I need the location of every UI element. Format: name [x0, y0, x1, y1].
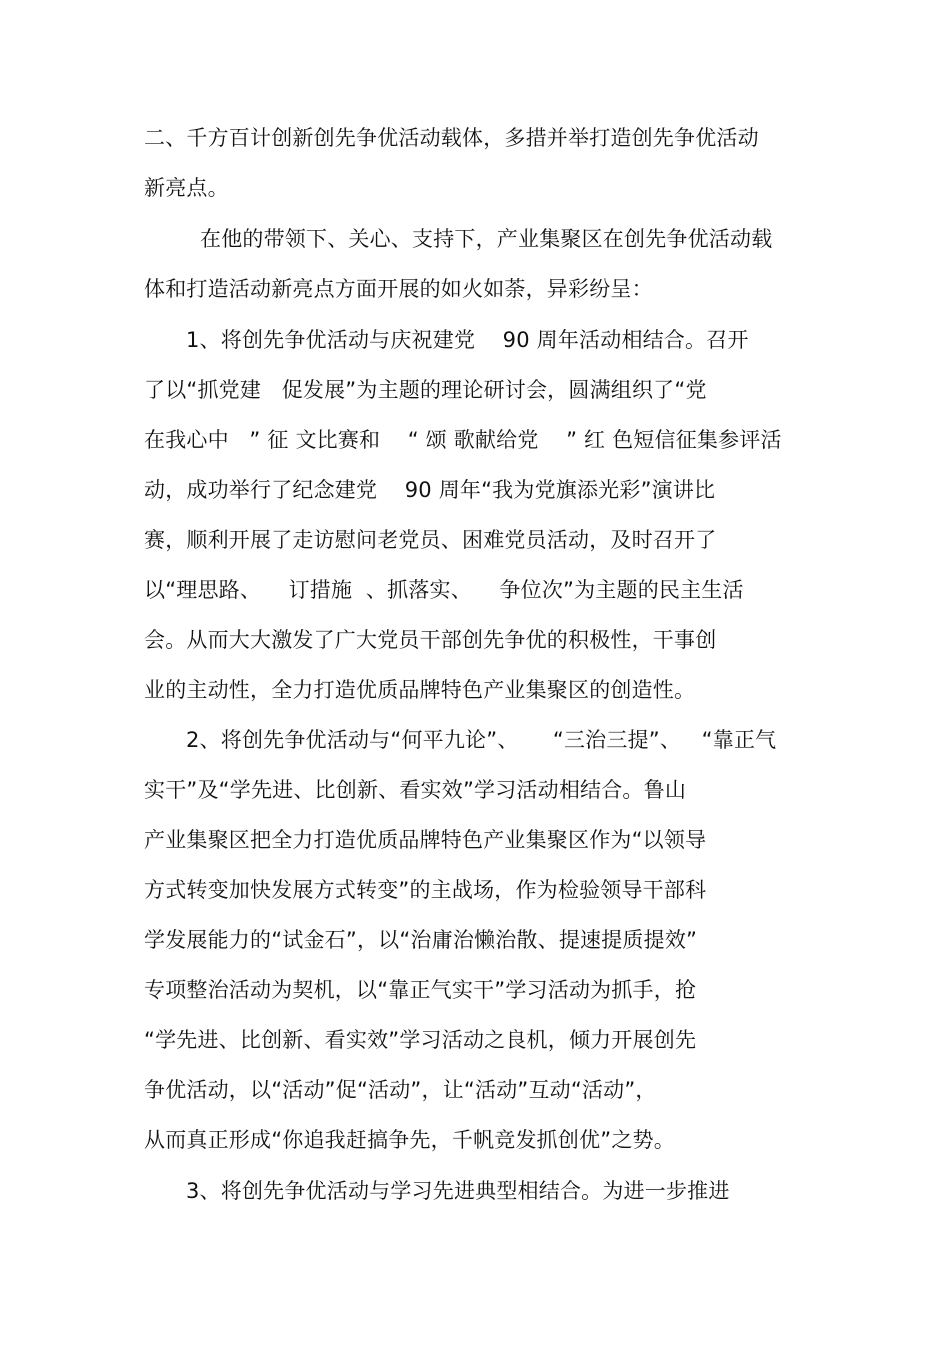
text-line: 以“理思路、 订措施 、抓落实、 争位次”为主题的民主生活 — [144, 578, 744, 602]
text-line: “学先进、比创新、看实效”学习活动之良机，倾力开展创先 — [144, 1028, 697, 1052]
text-line: 二、千方百计创新创先争优活动载体，多措并举打造创先争优活动 — [144, 126, 759, 150]
text-line: 方式转变加快发展方式转变”的主战场，作为检验领导干部科 — [144, 878, 707, 902]
text-line: 1、将创先争优活动与庆祝建党 90 周年活动相结合。召开 — [186, 328, 749, 352]
text-line: 争优活动，以“活动”促“活动”，让“活动”互动“活动”， — [144, 1078, 657, 1102]
text-line: 2、将创先争优活动与“何平九论”、 “三治三提”、 “靠正气 — [186, 728, 777, 752]
text-line: 3、将创先争优活动与学习先进典型相结合。为进一步推进 — [186, 1179, 730, 1203]
text-line: 在他的带领下、关心、支持下，产业集聚区在创先争优活动载 — [200, 227, 773, 251]
text-line: 学发展能力的“试金石”，以“治庸治懒治散、提速提质提效” — [144, 928, 698, 952]
text-line: 业的主动性，全力打造优质品牌特色产业集聚区的创造性。 — [144, 678, 696, 702]
text-line: 在我心中 ” 征 文比赛和 “ 颂 歌献给党 ” 红 色短信征集参评活 — [144, 428, 782, 452]
text-line: 新亮点。 — [144, 176, 229, 200]
text-line: 赛，顺利开展了走访慰问老党员、困难党员活动，及时召开了 — [144, 528, 717, 552]
text-line: 动，成功举行了纪念建党 90 周年“我为党旗添光彩”演讲比 — [144, 478, 716, 502]
text-line: 产业集聚区把全力打造优质品牌特色产业集聚区作为“以领导 — [144, 828, 707, 852]
text-line: 从而真正形成“你追我赶搞争先，千帆竞发抓创优”之势。 — [144, 1128, 675, 1152]
text-line: 专项整治活动为契机，以“靠正气实干”学习活动为抓手，抢 — [144, 978, 697, 1002]
text-line: 了以“抓党建 促发展”为主题的理论研讨会，圆满组织了“党 — [144, 378, 707, 402]
text-line: 会。从而大大激发了广大党员干部创先争优的积极性，干事创 — [144, 628, 717, 652]
text-line: 实干”及“学先进、比创新、看实效”学习活动相结合。鲁山 — [144, 778, 687, 802]
text-line: 体和打造活动新亮点方面开展的如火如荼，异彩纷呈： — [144, 277, 653, 301]
